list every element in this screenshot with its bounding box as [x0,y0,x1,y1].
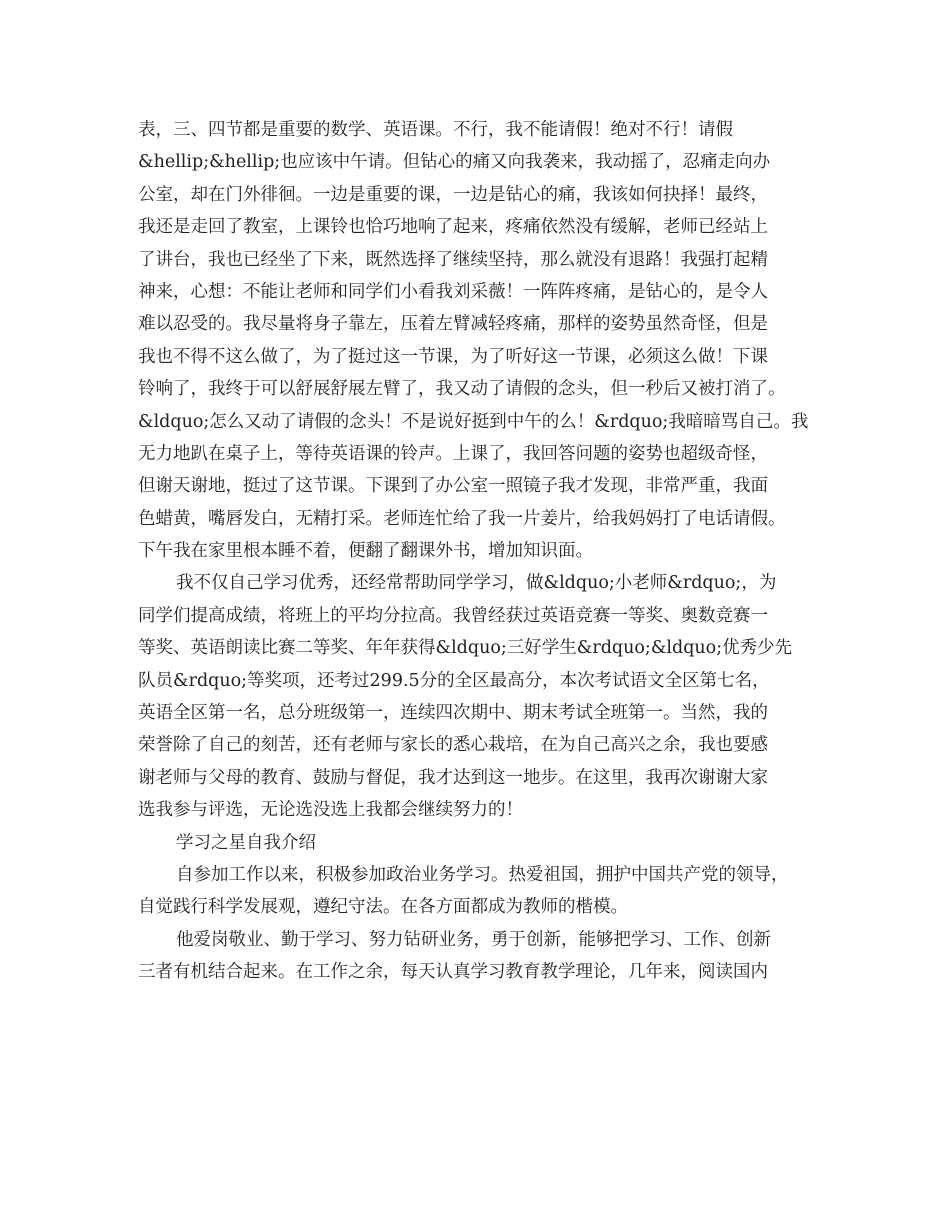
text-line: 难以忍受的。我尽量将身子靠左，压着左臂减轻疼痛，那样的姿势虽然奇怪，但是 [138,314,768,335]
text-line: 我也不得不这么做了，为了挺过这一节课，为了听好这一节课，必须这么做！下课 [138,346,768,367]
text-line: 三者有机结合起来。在工作之余，每天认真学习教育教学理论，几年来，阅读国内 [138,962,768,983]
text-line: 了讲台，我也已经坐了下来，既然选择了继续坚持，那么就没有退路！我强打起精 [138,249,768,270]
text-line: 公室，却在门外徘徊。一边是重要的课，一边是钻心的痛，我该如何抉择！最终， [138,184,768,205]
text-line: &ldquo;怎么又动了请假的念头！不是说好挺到中午的么！&rdquo;我暗暗骂自己。我 [138,411,809,432]
text-line: 选我参与评选，无论选没选上我都会继续努力的！ [138,800,523,821]
text-line: 无力地趴在桌子上，等待英语课的铃声。上课了，我回答问题的姿势也超级奇怪， [138,443,768,464]
text-line: 同学们提高成绩，将班上的平均分拉高。我曾经获过英语竞赛一等奖、奥数竞赛一 [138,605,768,626]
text-line: 队员&rdquo;等奖项，还考过299.5分的全区最高分，本次考试语文全区第七名， [138,670,770,691]
paragraph-first-line: 自参加工作以来，积极参加政治业务学习。热爱祖国，拥护中国共产党的领导， [176,864,789,885]
text-line: 表，三、四节都是重要的数学、英语课。不行，我不能请假！绝对不行！请假 [138,120,733,140]
text-line: 铃响了，我终于可以舒展舒展左臂了，我又动了请假的念头，但一秒后又被打消了。 [138,379,786,400]
paragraph-first-line: 我不仅自己学习优秀，还经常帮助同学学习，做&ldquo;小老师&rdquo;，为 [176,573,777,594]
section-heading: 学习之星自我介绍 [176,832,316,853]
text-line: 自觉践行科学发展观，遵纪守法。在各方面都成为教师的楷模。 [138,897,628,918]
text-line: 但谢天谢地，挺过了这节课。下课到了办公室一照镜子我才发现，非常严重，我面 [138,476,768,497]
text-line: 神来，心想：不能让老师和同学们小看我刘采薇！一阵阵疼痛，是钻心的，是令人 [138,281,768,302]
text-line: 等奖、英语朗读比赛二等奖、年年获得&ldquo;三好学生&rdquo;&ldquo;优秀少先 [138,638,793,659]
text-line: 我还是走回了教室，上课铃也恰巧地响了起来，疼痛依然没有缓解，老师已经站上 [138,217,768,238]
text-line: 荣誉除了自己的刻苦，还有老师与家长的悉心栽培，在为自己高兴之余，我也要感 [138,735,768,756]
text-line: 下午我在家里根本睡不着，便翻了翻课外书，增加知识面。 [138,541,593,562]
text-line: 谢老师与父母的教育、鼓励与督促，我才达到这一地步。在这里，我再次谢谢大家 [138,767,768,788]
text-line: 英语全区第一名，总分班级第一，连续四次期中、期末考试全班第一。当然，我的 [138,703,768,724]
document-body [138,114,828,989]
text-line: 色蜡黄，嘴唇发白，无精打采。老师连忙给了我一片姜片，给我妈妈打了电话请假。 [138,508,786,529]
paragraph-first-line: 他爱岗敬业、勤于学习、努力钻研业务，勇于创新，能够把学习、工作、创新 [176,929,771,950]
text-line: &hellip;&hellip;也应该中午请。但钻心的痛又向我袭来，我动摇了，忍痛走向办 [138,152,771,173]
